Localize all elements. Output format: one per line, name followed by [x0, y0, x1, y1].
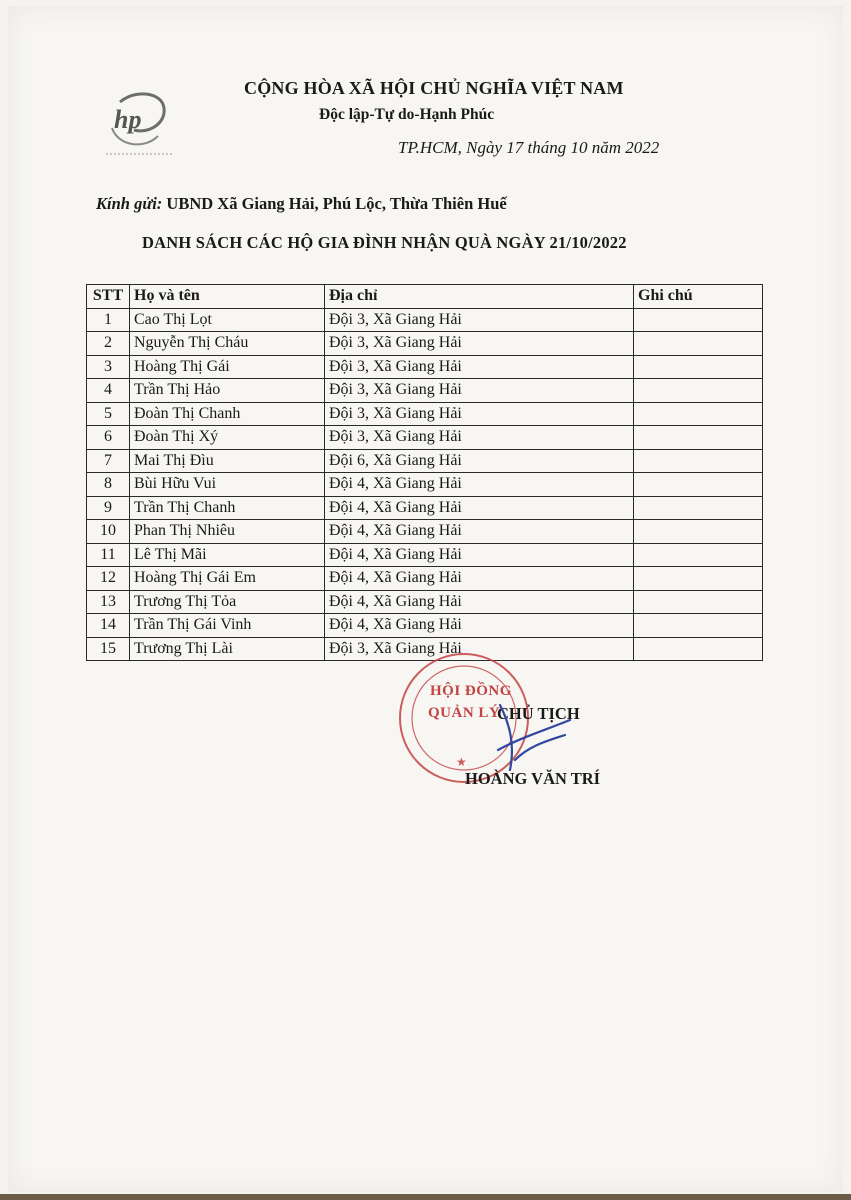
cell-name: Cao Thị Lọt: [130, 308, 325, 332]
cell-name: Trần Thị Gái Vinh: [130, 614, 325, 638]
cell-name: Nguyễn Thị Cháu: [130, 332, 325, 356]
table-row: [87, 332, 763, 356]
header-name: Họ và tên: [130, 285, 325, 309]
cell-note: [634, 308, 763, 332]
cell-note: [634, 520, 763, 544]
cell-note: [634, 332, 763, 356]
table-row: [87, 567, 763, 591]
motto: Độc lập-Tự do-Hạnh Phúc: [319, 106, 495, 123]
document-title: DANH SÁCH CÁC HỘ GIA ĐÌNH NHẬN QUÀ NGÀY 21/10/2022: [142, 233, 627, 252]
cell-name: Phan Thị Nhiêu: [130, 520, 325, 544]
cell-note: [634, 379, 763, 403]
table-row: [87, 520, 763, 544]
cell-note: [634, 355, 763, 379]
scan-edge: [0, 1194, 851, 1200]
recipient-line: [96, 194, 507, 214]
cell-address: Đội 3, Xã Giang Hải: [325, 426, 634, 450]
header-address: Địa chỉ: [325, 285, 634, 309]
cell-note: [634, 426, 763, 450]
cell-stt: 6: [87, 426, 130, 450]
header-stt: STT: [87, 285, 130, 309]
organization-logo: [100, 84, 178, 164]
cell-stt: 12: [87, 567, 130, 591]
cell-address: Đội 3, Xã Giang Hải: [325, 402, 634, 426]
dateline: TP.HCM, Ngày 17 tháng 10 năm 2022: [398, 138, 660, 157]
cell-stt: 9: [87, 496, 130, 520]
cell-name: Trần Thị Hảo: [130, 379, 325, 403]
cell-name: Hoàng Thị Gái Em: [130, 567, 325, 591]
cell-name: Hoàng Thị Gái: [130, 355, 325, 379]
cell-address: Đội 3, Xã Giang Hải: [325, 355, 634, 379]
cell-note: [634, 543, 763, 567]
household-table: [86, 284, 763, 661]
cell-stt: 11: [87, 543, 130, 567]
cell-stt: 3: [87, 355, 130, 379]
cell-address: Đội 6, Xã Giang Hải: [325, 449, 634, 473]
table-header-row: [87, 285, 763, 309]
table-row: [87, 379, 763, 403]
cell-stt: 15: [87, 637, 130, 661]
stamp-text-line1: HỘI ĐỒNG: [430, 683, 512, 699]
cell-name: Lê Thị Mãi: [130, 543, 325, 567]
cell-name: Trương Thị Lài: [130, 637, 325, 661]
table-row: [87, 402, 763, 426]
cell-address: Đội 4, Xã Giang Hải: [325, 543, 634, 567]
cell-stt: 14: [87, 614, 130, 638]
table-body: [87, 308, 763, 661]
cell-address: Đội 4, Xã Giang Hải: [325, 473, 634, 497]
cell-stt: 4: [87, 379, 130, 403]
cell-name: Trần Thị Chanh: [130, 496, 325, 520]
cell-name: Mai Thị Đìu: [130, 449, 325, 473]
cell-note: [634, 449, 763, 473]
header-note: Ghi chú: [634, 285, 763, 309]
cell-stt: 8: [87, 473, 130, 497]
cell-address: Đội 4, Xã Giang Hải: [325, 520, 634, 544]
cell-note: [634, 402, 763, 426]
logo-text: hp: [114, 105, 142, 134]
cell-name: Trương Thị Tỏa: [130, 590, 325, 614]
cell-stt: 5: [87, 402, 130, 426]
table-row: [87, 473, 763, 497]
cell-address: Đội 3, Xã Giang Hải: [325, 308, 634, 332]
cell-note: [634, 567, 763, 591]
table-row: [87, 308, 763, 332]
cell-note: [634, 473, 763, 497]
cell-note: [634, 496, 763, 520]
cell-note: [634, 637, 763, 661]
table-row: [87, 496, 763, 520]
cell-address: Đội 4, Xã Giang Hải: [325, 496, 634, 520]
cell-address: Đội 3, Xã Giang Hải: [325, 637, 634, 661]
table-row: [87, 614, 763, 638]
cell-name: Đoàn Thị Chanh: [130, 402, 325, 426]
cell-name: Đoàn Thị Xý: [130, 426, 325, 450]
cell-address: Đội 3, Xã Giang Hải: [325, 379, 634, 403]
recipient-label: Kính gửi:: [96, 194, 163, 213]
table-row: [87, 355, 763, 379]
stamp-text-line2: QUẢN LÝ: [428, 705, 501, 721]
recipient-value: UBND Xã Giang Hải, Phú Lộc, Thừa Thiên Huế: [166, 194, 507, 213]
table-row: [87, 449, 763, 473]
table-row: [87, 590, 763, 614]
cell-address: Đội 4, Xã Giang Hải: [325, 614, 634, 638]
cell-stt: 1: [87, 308, 130, 332]
cell-stt: 10: [87, 520, 130, 544]
cell-note: [634, 590, 763, 614]
cell-stt: 7: [87, 449, 130, 473]
cell-stt: 13: [87, 590, 130, 614]
table-row: [87, 543, 763, 567]
signer-role: CHỦ TỊCH: [497, 704, 580, 723]
svg-text:★: ★: [456, 755, 467, 769]
table-row: [87, 426, 763, 450]
cell-address: Đội 4, Xã Giang Hải: [325, 567, 634, 591]
cell-note: [634, 614, 763, 638]
cell-address: Đội 3, Xã Giang Hải: [325, 332, 634, 356]
signer-name: HOÀNG VĂN TRÍ: [465, 769, 601, 788]
cell-stt: 2: [87, 332, 130, 356]
cell-address: Đội 4, Xã Giang Hải: [325, 590, 634, 614]
nation-heading: CỘNG HÒA XÃ HỘI CHỦ NGHĨA VIỆT NAM: [244, 78, 624, 98]
cell-name: Bùi Hữu Vui: [130, 473, 325, 497]
